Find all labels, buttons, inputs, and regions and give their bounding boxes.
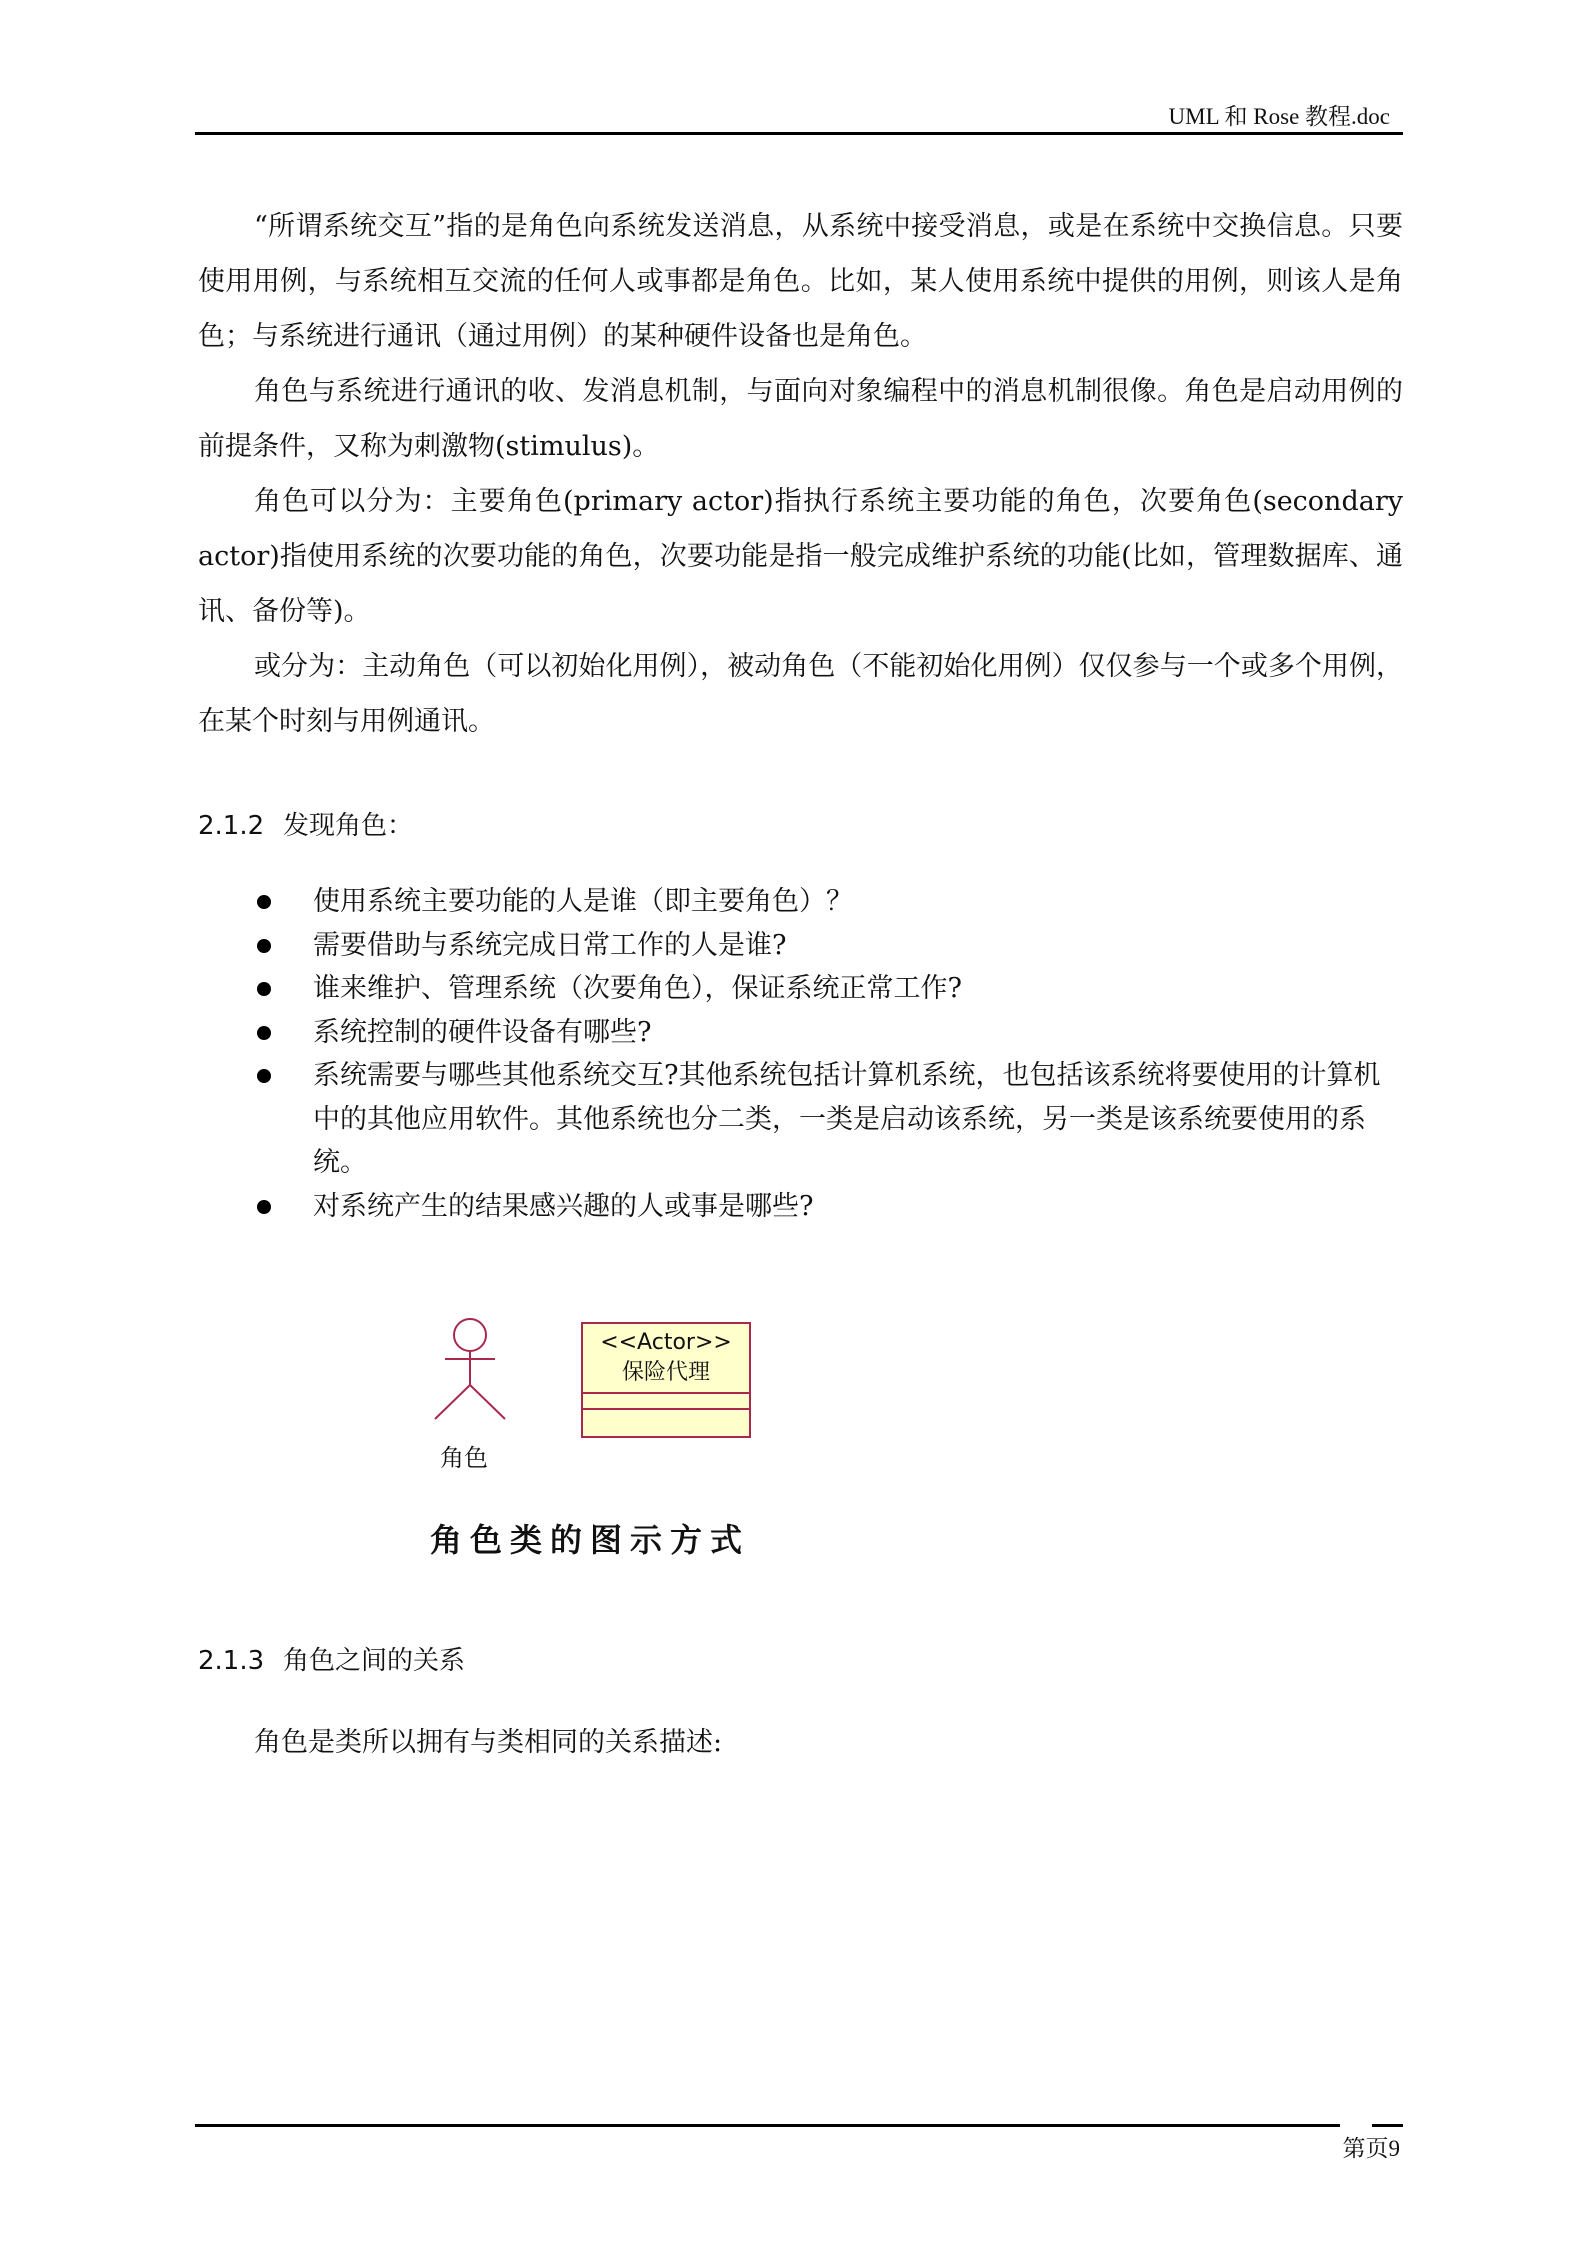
class-stereotype: <<Actor>> (600, 1330, 732, 1355)
section-heading-2-1-2 (198, 805, 413, 842)
page-header-title: UML 和 Rose 教程.doc (1168, 104, 1390, 129)
page-number: 第页9 (1342, 2136, 1400, 2161)
list-item: 系统需要与哪些其他系统交互?其他系统包括计算机系统，也包括该系统将要使用的计算机中的其他应用软件。其他系统也分二类，一类是启动该系统，另一类是该系统要使用的系统。 (250, 1054, 1405, 1185)
list-item: 谁来维护、管理系统（次要角色），保证系统正常工作? (250, 967, 1405, 1011)
paragraph: 角色可以分为：主要角色(primary actor)指执行系统主要功能的角色，次要角色(secondary actor)指使用系统的次要功能的角色，次要功能是指一般完成维护系统的功能(比如，管理数据库、通讯、备份等)。 (198, 486, 1403, 627)
section-number: 2.1.2 (198, 811, 265, 841)
footer-rule (195, 2124, 1403, 2127)
footer-rule-gap (1340, 2122, 1372, 2129)
actor-label: 角色 (440, 1444, 488, 1472)
paragraph: “所谓系统交互”指的是角色向系统发送消息，从系统中接受消息，或是在系统中交换信息。只要使用用例，与系统相互交流的任何人或事都是角色。比如，某人使用系统中提供的用例，则该人是角色；与系统进行通讯（通过用例）的某种硬件设备也是角色。 (198, 211, 1403, 352)
paragraph: 角色是类所以拥有与类相同的关系描述: (254, 1727, 723, 1758)
closing-text (198, 1715, 1403, 1770)
actor-class-box (581, 1322, 751, 1438)
section-heading-2-1-3 (198, 1640, 465, 1677)
header-rule (195, 132, 1403, 135)
list-item: 需要借助与系统完成日常工作的人是谁? (250, 924, 1405, 968)
section-title: 发现角色： (283, 811, 414, 841)
list-item: 系统控制的硬件设备有哪些? (250, 1011, 1405, 1055)
list-item: 对系统产生的结果感兴趣的人或事是哪些? (250, 1185, 1405, 1229)
section-number: 2.1.3 (198, 1646, 265, 1676)
attributes-compartment (583, 1392, 749, 1408)
list-item: 使用系统主要功能的人是谁（即主要角色）？ (250, 880, 1405, 924)
section-title: 角色之间的关系 (283, 1646, 466, 1676)
figure-caption: 角色类的图示方式 (430, 1521, 751, 1559)
paragraph: 角色与系统进行通讯的收、发消息机制，与面向对象编程中的消息机制很像。角色是启动用例的前提条件，又称为刺激物(stimulus)。 (198, 376, 1403, 462)
class-name: 保险代理 (621, 1360, 710, 1385)
bullet-list (250, 880, 1405, 1228)
paragraph: 或分为：主动角色（可以初始化用例），被动角色（不能初始化用例）仅仅参与一个或多个用例，在某个时刻与用例通讯。 (198, 651, 1403, 737)
actor-stick-figure-icon (430, 1315, 510, 1425)
intro-text (198, 199, 1403, 749)
operations-compartment (583, 1408, 749, 1424)
